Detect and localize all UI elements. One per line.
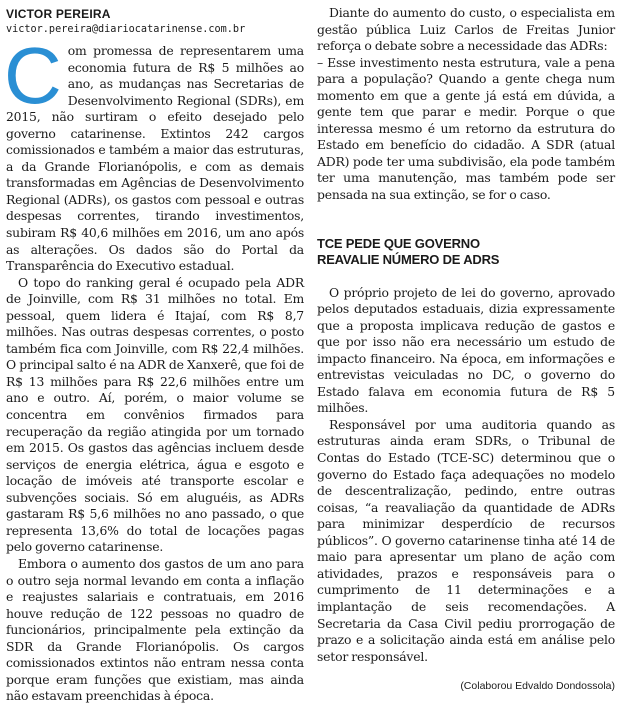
- drop-cap: C: [4, 31, 62, 120]
- right-column: [317, 0, 615, 693]
- lead-paragraph: [4, 31, 304, 275]
- spacer: [317, 268, 615, 285]
- body-paragraph: O topo do ranking geral é ocupado pela ADR de Joinville, com R$ 31 milhões no total. Em pessoal, quem lidera é Itajaí, com R$ 8,7 milhões. Nas outras despesas correntes, o posto também fica com Joinville, com R$ 22,4 milhões. O principal salto é na ADR de Xanxerê, que foi de R$ 13 milhões para R$ 22,6 milhões entre um ano e outro. Aí, porém, o maior volume se concentra em convênios firmados para recuperação da região atingida por um tornado em 2015. Os gastos das agências incluem desde serviços de energia elétrica, água e esgoto e locação de imóveis até transporte escolar e subvenções sociais. Só em aluguéis, as ADRs gastaram R$ 5,6 milhões no ano passado, o que representa 13,6% do total de locações pagas pelo governo catarinense.: [6, 274, 304, 555]
- body-paragraph: O próprio projeto de lei do governo, aprovado pelos deputados estaduais, dizia expressamente que a proposta implicava redução de gastos e que por isso não era necessário um estudo de impacto financeiro. Na época, em informações e entrevistas veiculadas no DC, o governo do Estado falava em economia futura de R$ 5 milhões.: [317, 284, 615, 416]
- byline-email[interactable]: victor.pereira@diariocatarinense.com.br: [6, 24, 246, 35]
- spacer: [317, 204, 615, 236]
- body-paragraph: Diante do aumento do custo, o especialista em gestão pública Luiz Carlos de Freitas Junior reforça o debate sobre a necessidade das ADRs:: [317, 5, 615, 54]
- section-subhead: [317, 236, 615, 268]
- body-paragraph: Embora o aumento dos gastos de um ano para o outro seja normal levando em conta a inflação e reajustes salariais e contratuais, em 2016 houve redução de 122 pessoas no quadro de funcionários, principalmente pela extinção da SDR da Grande Florianópolis. Os cargos comissionados extintos não entram nessa conta porque eram funções que existiam, mas ainda não estavam preenchidas à época.: [6, 555, 304, 704]
- lead-paragraph-text: om promessa de representarem uma economia futura de R$ 5 milhões ao ano, as mudanças nas Secretarias de Desenvolvimento Regional (SDRs), em 2015, não surtiram o efeito desejado pelo governo catarinense. Extintos 242 cargos comissionados e também a maior das estruturas, a da Grande Florianópolis, e com as demais transformadas em Agências de Desenvolvimento Regional (ADRs), os gastos com pessoal e outras despesas correntes, tirando investimentos, subiram R$ 40,6 milhões em 2016, um ano após as alterações. Os dados são do Portal da Transparência do Executivo estadual.: [6, 43, 304, 274]
- subhead-line: REAVALIE NÚMERO DE ADRS: [317, 251, 500, 267]
- subhead-line: TCE PEDE QUE GOVERNO: [317, 235, 480, 251]
- byline-author: VICTOR PEREIRA: [6, 7, 111, 21]
- spacer: [317, 665, 615, 679]
- credit-line: (Colaborou Edvaldo Dondossola): [460, 680, 615, 693]
- left-column: [6, 0, 304, 705]
- quote-paragraph: – Esse investimento nesta estrutura, vale a pena para a população? Quando a gente chega num momento em que a gente já está em dúvida, a gente tem que parar e medir. Porque o que interessa mesmo é um retorno da estrutura do Estado em benefício do cidadão. A SDR (atual ADR) pode ter uma subdivisão, ela pode também ter uma manutenção, mas também pode ser pensada na sua extinção, se for o caso.: [317, 54, 615, 203]
- body-paragraph: Responsável por uma auditoria quando as estruturas ainda eram SDRs, o Tribunal de Contas do Estado (TCE-SC) determinou que o governo do Estado faça adequações no modelo de descentralização, pedindo, entre outras coisas, “a reavaliação da quantidade de ADRs para minimizar desperdício de recursos públicos”. O governo catarinense tinha até 14 de maio para apresentar um plano de ação com atividades, prazos e responsáveis para o cumprimento de 11 determinações e a implantação de seis recomendações. A Secretaria da Casa Civil pediu prorrogação de prazo e a solicitação ainda está em análise pelo setor responsável.: [317, 416, 615, 664]
